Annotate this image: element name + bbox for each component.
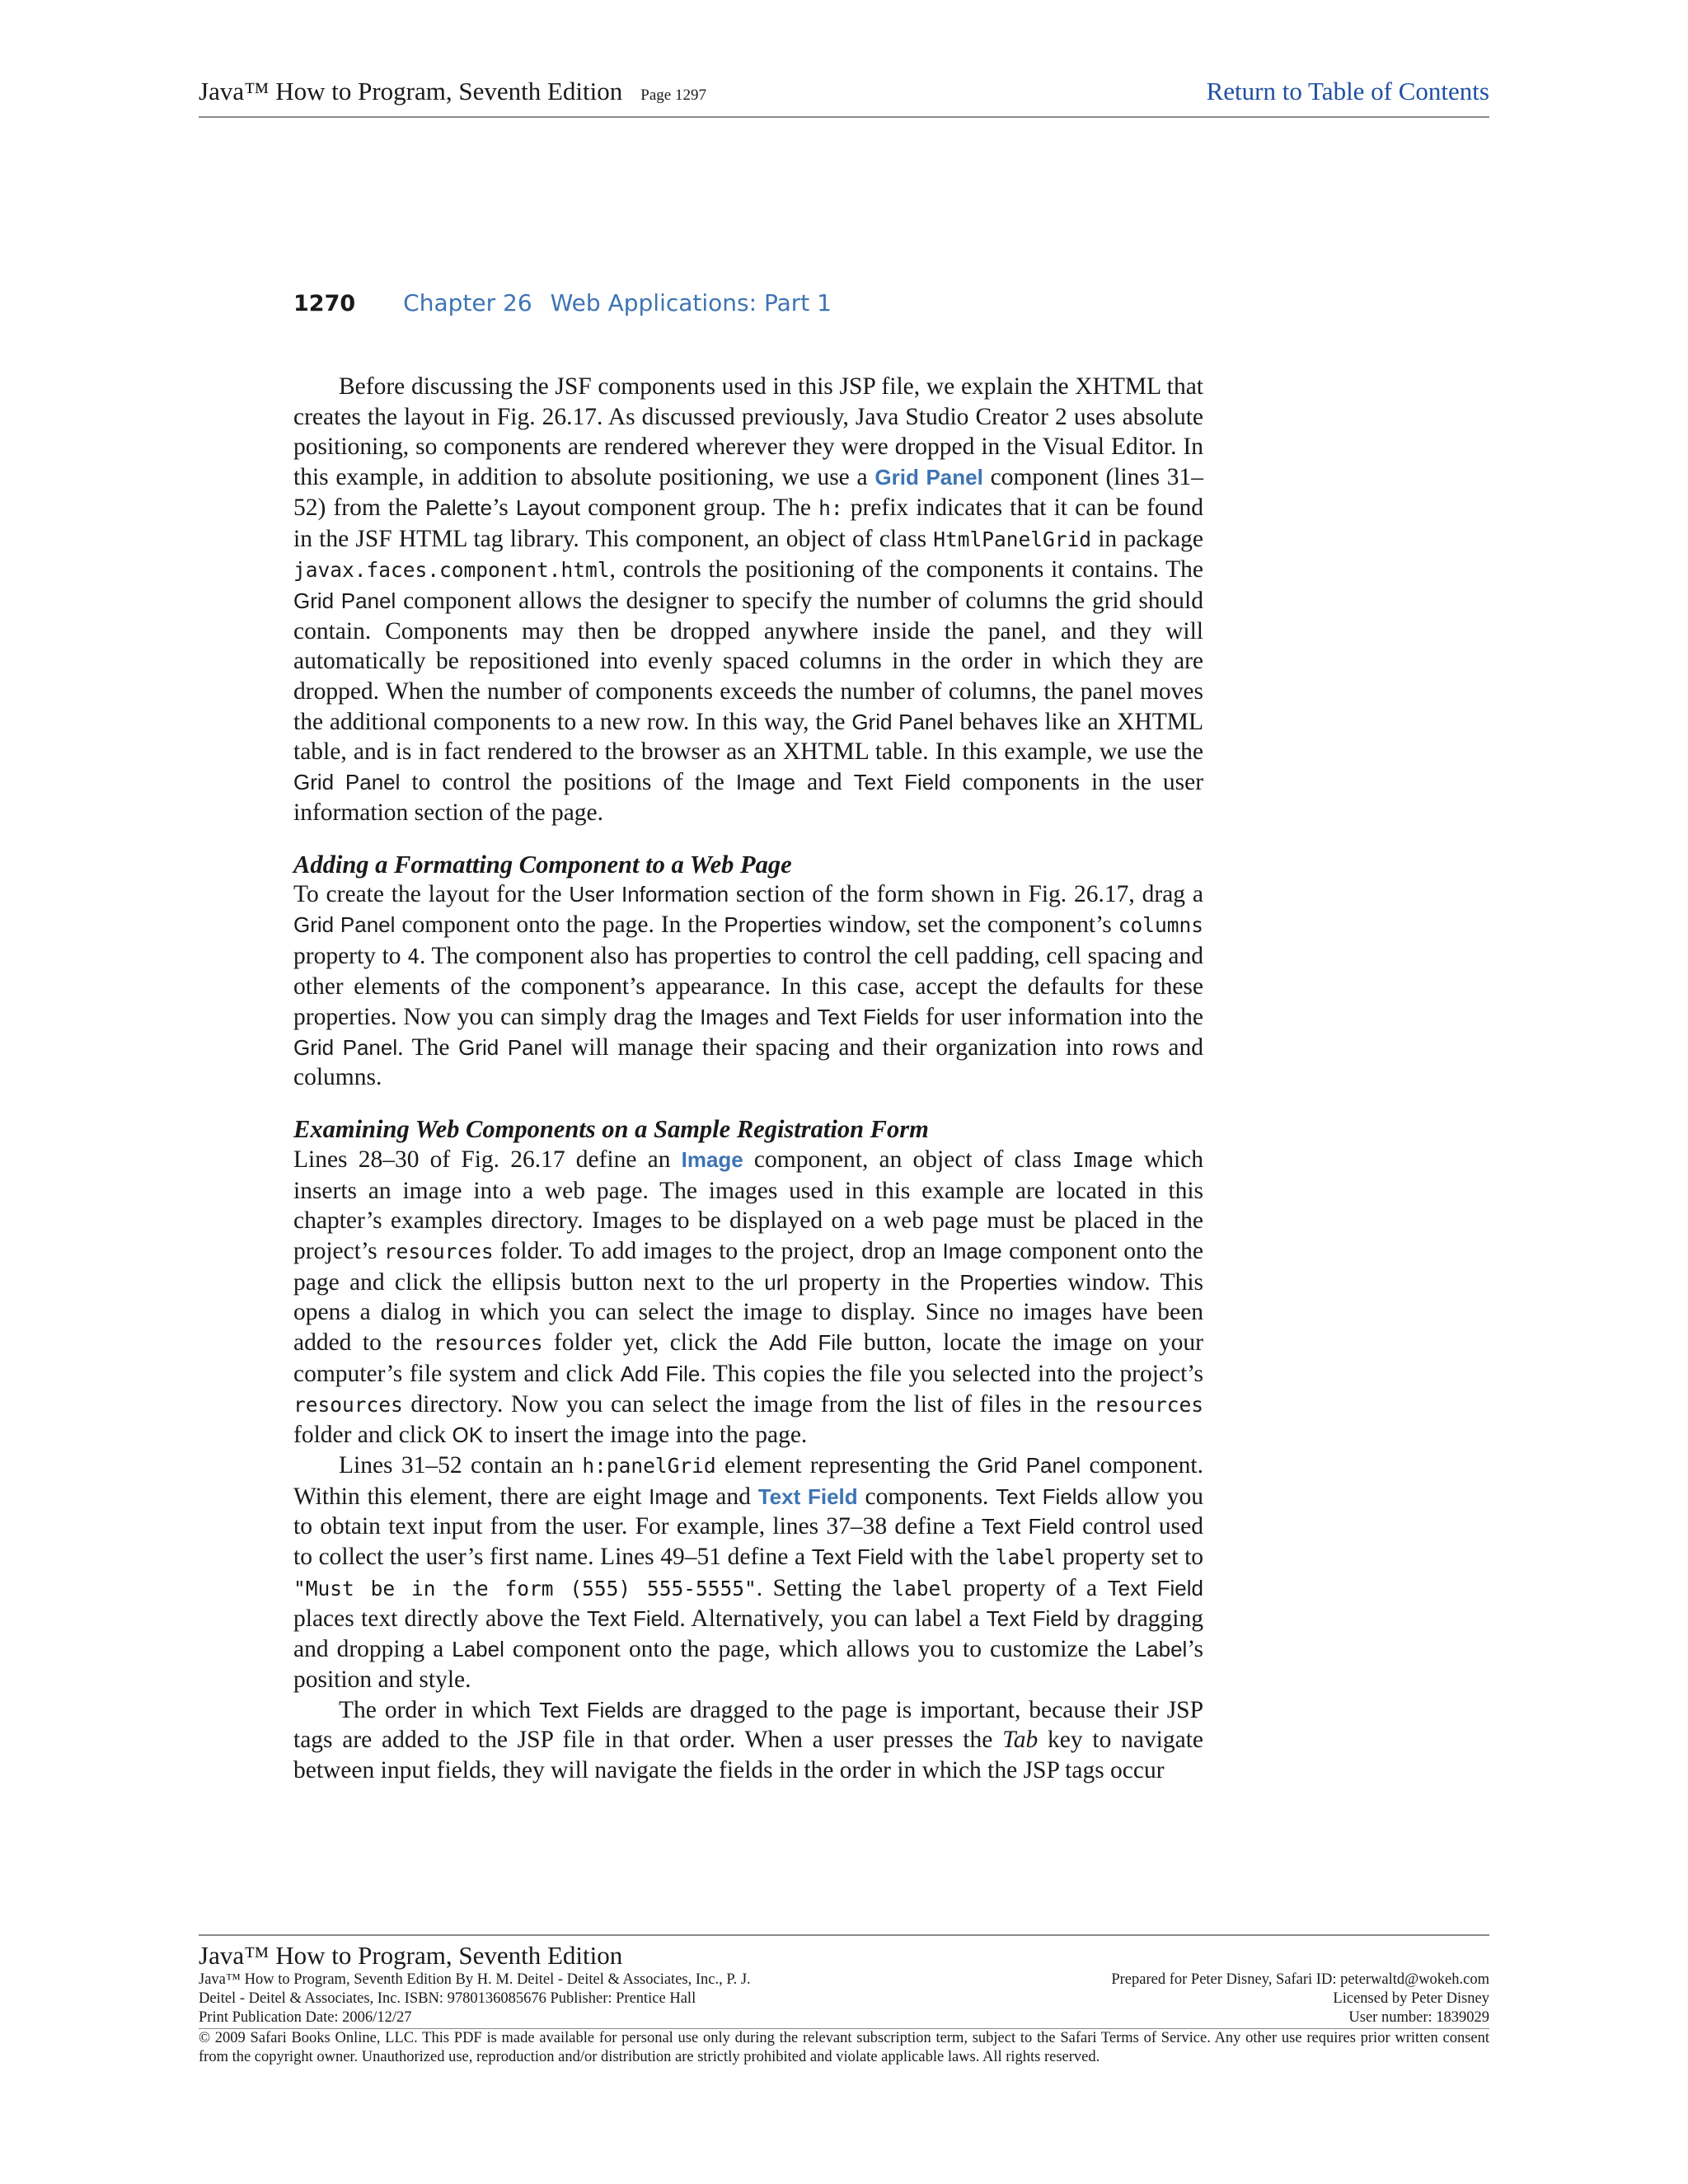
term-properties: Properties bbox=[959, 1269, 1057, 1295]
code-label: label bbox=[995, 1545, 1057, 1570]
text-run: section of the form shown in Fig. 26.17, drag a bbox=[729, 881, 1203, 908]
term-image: Image bbox=[681, 1146, 743, 1172]
term-text-field: Text Field bbox=[853, 770, 951, 795]
term-palette: Palette bbox=[425, 494, 493, 520]
text-run: behaves like an XHTML table, and is in fact rendered to the browser as an XHTML table. In this example, we use the bbox=[293, 708, 1204, 766]
book-page-number: 1270 bbox=[293, 291, 356, 316]
paragraph-4 bbox=[293, 1451, 1203, 1695]
code-image-class: Image bbox=[1071, 1147, 1133, 1172]
text-run: . The bbox=[397, 1033, 459, 1061]
text-run: Lines 31–52 contain an bbox=[339, 1451, 583, 1479]
term-image: Image bbox=[735, 770, 796, 795]
term-text-fields: Text Fields bbox=[539, 1697, 644, 1722]
paragraph-2 bbox=[293, 879, 1203, 1093]
code-resources: resources bbox=[383, 1239, 494, 1263]
text-run: component. Within this element, there are eight bbox=[293, 1451, 1203, 1510]
code-label-value: "Must be in the form (555) 555-5555" bbox=[293, 1576, 757, 1601]
page-header bbox=[199, 77, 1489, 118]
text-run: component onto the page, which allows you to customize the bbox=[504, 1636, 1135, 1663]
term-text-field: Text Field bbox=[1107, 1575, 1203, 1601]
text-run: folder and click bbox=[293, 1422, 452, 1449]
text-run: are dragged to the page is important, because their JSP tags are added to the JSP file in that order. When a user presses the bbox=[293, 1696, 1203, 1754]
running-head bbox=[293, 289, 832, 316]
term-grid-panel: Grid Panel bbox=[293, 770, 401, 795]
text-run: places text directly above the bbox=[293, 1605, 588, 1633]
code-resources: resources bbox=[433, 1331, 543, 1356]
code-h-prefix: h: bbox=[818, 495, 843, 520]
term-image: Image bbox=[700, 1005, 760, 1030]
term-text-field: Text Field bbox=[981, 1514, 1075, 1540]
term-image: Image bbox=[649, 1483, 709, 1509]
text-run: property set to bbox=[1056, 1544, 1204, 1571]
text-run: window. This opens a dialog in which you can select the image to display. Since no images have been added to the bbox=[293, 1268, 1203, 1357]
text-run: . Alternatively, you can label a bbox=[679, 1605, 987, 1633]
term-text-field: Text Field bbox=[996, 1483, 1090, 1509]
book-title: Java™ How to Program, Seventh Edition bbox=[199, 77, 623, 105]
text-run: folder. To add images to the project, drop an bbox=[493, 1237, 943, 1264]
text-run: to control the positions of the bbox=[400, 769, 736, 796]
text-run: Lines 28–30 of Fig. 26.17 define an bbox=[293, 1146, 682, 1173]
term-text-field: Text Field bbox=[817, 1005, 910, 1030]
header-page-label: Page 1297 bbox=[640, 87, 706, 104]
term-grid-panel: Grid Panel bbox=[293, 912, 396, 937]
term-add-file: Add File bbox=[768, 1330, 853, 1356]
footer-row bbox=[199, 1971, 1489, 1990]
footer-pub-date: Print Publication Date: 2006/12/27 bbox=[199, 2009, 412, 2026]
text-run: control used to collect the user’s first name. Lines 49–51 define a bbox=[293, 1513, 1204, 1571]
text-run: . This copies the file you selected into the project’s bbox=[700, 1360, 1203, 1387]
code-columns: columns bbox=[1118, 912, 1203, 937]
code-resources: resources bbox=[293, 1392, 403, 1417]
text-run: component, an object of class bbox=[743, 1146, 1072, 1173]
term-text-field: Text Field bbox=[986, 1606, 1079, 1632]
text-run: s allow you to obtain text input from the user. For example, lines 37–38 define a bbox=[293, 1483, 1203, 1540]
header-book-title bbox=[199, 77, 706, 106]
code-resources: resources bbox=[1094, 1392, 1203, 1417]
text-run: will manage their spacing and their organization into rows and columns. bbox=[293, 1033, 1203, 1091]
section-heading-components: Examining Web Components on a Sample Registration Form bbox=[293, 1115, 929, 1144]
term-grid-panel: Grid Panel bbox=[293, 1034, 398, 1060]
text-run: with the bbox=[903, 1544, 996, 1571]
text-run: prefix indicates that it can be found in the JSF HTML tag library. This component, an object of class bbox=[293, 494, 1203, 552]
code-four: 4 bbox=[407, 944, 420, 968]
code-package: javax.faces.component.html bbox=[293, 558, 610, 583]
text-run: and bbox=[708, 1483, 758, 1510]
text-run: To create the layout for the bbox=[293, 881, 570, 908]
body-text bbox=[293, 372, 1203, 1786]
term-text-field: Text Field bbox=[811, 1544, 904, 1570]
code-class-name: HtmlPanelGrid bbox=[933, 527, 1092, 551]
footer-prepared-for: Prepared for Peter Disney, Safari ID: peterwaltd@wokeh.com bbox=[1111, 1971, 1489, 1988]
text-run: . The component also has properties to control the cell padding, cell spacing and other elements of the component’s appearance. In this case, accept the defaults for these properties. Now you can simply drag the bbox=[293, 942, 1203, 1031]
text-run: The order in which bbox=[339, 1696, 540, 1723]
term-layout: Layout bbox=[515, 494, 580, 520]
chapter-title: Web Applications: Part 1 bbox=[550, 289, 832, 316]
footer-user-number: User number: 1839029 bbox=[1348, 2009, 1489, 2026]
text-run: Before discussing the JSF components used in this JSP file, we explain the XHTML that creates the layout in Fig. 26.17. As discussed previously, Java Studio Creator 2 uses absolute positioning, so components are rendered wherever they were dropped in the Visual Editor. In this example, in addition to absolute positioning, we use a bbox=[293, 373, 1203, 491]
toc-link[interactable]: Return to Table of Contents bbox=[1206, 77, 1489, 105]
text-run: component onto the page and click the ellipsis button next to the bbox=[293, 1237, 1203, 1296]
text-run: components. bbox=[857, 1483, 996, 1510]
text-run: , controls the positioning of the components it contains. The bbox=[609, 556, 1203, 583]
text-run: component onto the page. In the bbox=[395, 911, 724, 938]
text-run: key to navigate between input fields, they will navigate the fields in the order in which the JSP tags occur bbox=[293, 1727, 1203, 1783]
term-text-field: Text Field bbox=[587, 1606, 680, 1632]
text-run: property in the bbox=[788, 1268, 960, 1296]
text-run: components in the user information section of the page. bbox=[293, 769, 1204, 826]
code-panelgrid: h:panelGrid bbox=[582, 1453, 716, 1478]
text-run: property to bbox=[293, 942, 408, 969]
text-run: to insert the image into the page. bbox=[483, 1422, 808, 1449]
text-run: ’s bbox=[492, 494, 516, 521]
footer-row bbox=[199, 2008, 1489, 2027]
footer-publisher: Deitel - Deitel & Associates, Inc. ISBN: 9780136085676 Publisher: Prentice Hall bbox=[199, 1990, 696, 2007]
term-add-file: Add File bbox=[620, 1361, 701, 1386]
text-run: property of a bbox=[953, 1574, 1108, 1601]
text-run: component allows the designer to specify the number of columns the grid should contain. Components may then be dropped anywhere inside the panel, and they will automatically be repositioned into evenly spaced columns in the order in which they are dropped. When the number of components exceeds the number of columns, the panel moves the additional components to a new row. In this way, the bbox=[293, 587, 1203, 735]
text-run: which inserts an image into a web page. The images used in this example are located in this chapter’s examples directory. Images to be displayed on a web page must be placed in the project’s bbox=[293, 1146, 1203, 1264]
paragraph-5 bbox=[293, 1695, 1203, 1786]
term-label: Label bbox=[452, 1637, 504, 1662]
term-grid-panel: Grid Panel bbox=[293, 588, 396, 613]
key-tab: Tab bbox=[1002, 1727, 1039, 1754]
text-run: . Setting the bbox=[756, 1574, 893, 1601]
page-footer bbox=[199, 1934, 1489, 2067]
text-run: directory. Now you can select the image from the list of files in the bbox=[402, 1390, 1095, 1418]
text-run: ’s position and style. bbox=[293, 1636, 1203, 1693]
text-run: element representing the bbox=[715, 1451, 978, 1479]
term-user-information: User Information bbox=[569, 882, 729, 907]
chapter-label: Chapter 26 bbox=[403, 289, 532, 316]
footer-row bbox=[199, 1990, 1489, 2008]
text-run: component group. The bbox=[579, 494, 819, 521]
term-url: url bbox=[764, 1269, 789, 1295]
text-run: by dragging and dropping a bbox=[293, 1605, 1203, 1663]
term-image: Image bbox=[942, 1238, 1002, 1263]
text-run: s for user information into the bbox=[909, 1004, 1204, 1031]
term-label: Label bbox=[1134, 1637, 1188, 1662]
footer-book-title: Java™ How to Program, Seventh Edition bbox=[199, 1941, 623, 1970]
text-run: s and bbox=[759, 1004, 818, 1031]
footer-copyright: © 2009 Safari Books Online, LLC. This PDF is made available for personal use only during the relevant subscription term, subject to the Safari Terms of Service. Any other use requires prior written consent from the copyright owner. Unauthorized use, reproduction and/or distribution are strictly prohibited and violate applicable laws. All rights reserved. bbox=[199, 2030, 1489, 2065]
text-run: and bbox=[795, 769, 854, 796]
term-ok: OK bbox=[452, 1422, 484, 1448]
paragraph-1 bbox=[293, 372, 1203, 828]
code-label: label bbox=[892, 1576, 954, 1601]
term-grid-panel: Grid Panel bbox=[874, 465, 983, 490]
term-grid-panel: Grid Panel bbox=[851, 709, 954, 734]
term-grid-panel: Grid Panel bbox=[458, 1034, 563, 1060]
text-run: in package bbox=[1091, 525, 1203, 552]
term-grid-panel: Grid Panel bbox=[977, 1452, 1081, 1478]
text-run: window, set the component’s bbox=[821, 911, 1118, 938]
paragraph-3 bbox=[293, 1145, 1203, 1451]
footer-authors: Java™ How to Program, Seventh Edition By H. M. Deitel - Deitel & Associates, Inc., P. J. bbox=[199, 1971, 751, 1988]
term-text-field: Text Field bbox=[757, 1483, 858, 1509]
text-run: component (lines 31–52) from the bbox=[293, 464, 1204, 521]
footer-licensed-by: Licensed by Peter Disney bbox=[1333, 1990, 1489, 2007]
term-properties: Properties bbox=[724, 912, 822, 937]
text-run: folder yet, click the bbox=[542, 1329, 769, 1357]
text-run: button, locate the image on your computer’s file system and click bbox=[293, 1329, 1203, 1387]
section-heading-formatting: Adding a Formatting Component to a Web Page bbox=[293, 850, 792, 879]
